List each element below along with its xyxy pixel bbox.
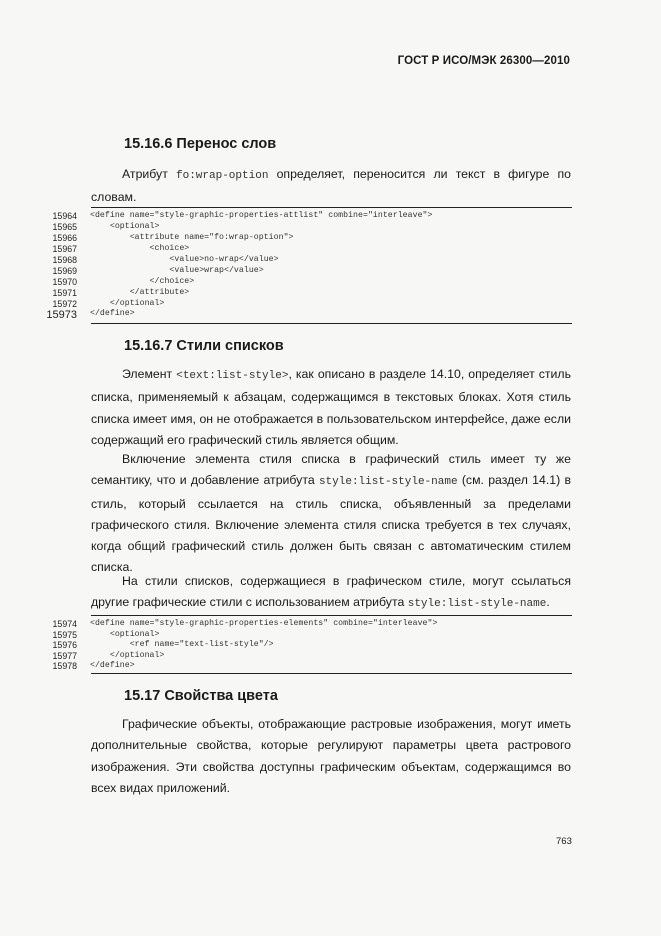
code-top-rule [91,207,572,208]
paragraph: Графические объекты, отображающие растровые изображения, могут иметь дополнительные свойства, которые регулируют параметры цвета растрового изображения. Эти свойства доступны графическим объектам, содержащимся во всех видах приложений. [91,717,571,795]
section-title: 15.16.7 Стили списков [124,338,284,354]
paragraph: Атрибут fo:wrap-option определяет, переносится ли текст в фигуре по словам. [91,167,571,205]
paragraph: На стили списков, содержащиеся в графическом стиле, могут ссылаться другие графические стили с использованием атрибута style:list-style-name. [91,574,571,611]
document-page: ГОСТ Р ИСО/МЭК 26300—2010 15.16.6 Перенос слов Атрибут fo:wrap-option определяет, переносится ли текст в фигуре по словам. 15964 <define name="style-graphic-properties-attlist" combine="interleave"> 15965 <optional> 15966 <attribute name="fo:wrap-option"> 15967 <choice> 15968 <value>no-wrap</value> 15969 <value>wrap</value> 15970 </choice> 15971 </attribute> 15972 </optional> 15973 </define> 15.16.7 Стили списков Элемент <text:list-style>, как описано в разделе 14.10, определяет стиль списка, применяемый к абзацам, содержащимся в текстовых блоках. Хотя стиль списка имеет имя, он не отображается в пользовательском интерфейсе, даже если содержащий его графический стиль является общим. Включение элемента стиля списка в графический стиль имеет ту же семантику, что и добавление атрибута style:list-style-name (см. раздел 14.1) в стиль, который ссылается на стиль списка, объявленный за пределами графического стиля. Включение элемента стиля списка требуется в тех случаях, когда общий графический стиль должен быть связан с автоматическим стилем списка. На стили списков, содержащиеся в графическом стиле, могут ссылаться другие графические стили с использованием атрибута style:list-style-name. 15974 <define name="style-graphic-properties-elements" combine="interleave"> 15975 <optional> 15976 <ref name="text-list-style"/> 15977 </optional> 15978 </define> 15.17 Свойства цвета Графические объекты, отображающие растровые изображения, могут иметь дополнительные свойства, которые регулируют параметры цвета растрового изображения. Эти свойства доступны графическим объектам, содержащимся во всех видах приложений. 763 [46,55,572,847]
paragraph: Элемент <text:list-style>, как описано в разделе 14.10, определяет стиль списка, применяемый к абзацам, содержащимся в текстовых блоках. Хотя стиль списка имеет имя, он не отображается в пользовательском интерфейсе, даже если содержащий его графический стиль является общим. [91,367,571,447]
section-title: 15.16.6 Перенос слов [124,136,277,152]
standard-header: ГОСТ Р ИСО/МЭК 26300—2010 [397,55,570,67]
page-number: 763 [556,836,572,847]
section-title: 15.17 Свойства цвета [124,688,278,704]
code-top-rule [91,615,572,616]
code-bottom-rule [91,323,572,324]
code-bottom-rule [91,673,572,674]
paragraph: Включение элемента стиля списка в графический стиль имеет ту же семантику, что и добавление атрибута style:list-style-name (см. раздел 14.1) в стиль, который ссылается на стиль списка, объявленный за пределами графического стиля. Включение элемента стиля списка требуется в тех случаях, когда общий графический стиль должен быть связан с автоматическим стилем списка. [91,452,572,575]
